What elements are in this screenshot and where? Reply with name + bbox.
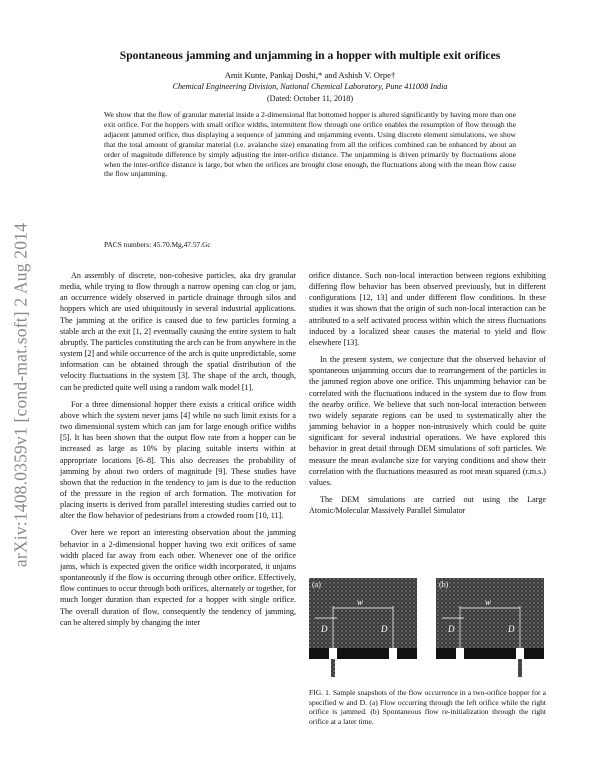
right-column bbox=[309, 270, 546, 522]
figure-panel-a bbox=[309, 578, 417, 677]
paper-title: Spontaneous jamming and unjamming in a hopper with multiple exit orifices bbox=[119, 49, 501, 62]
distance-label: D bbox=[381, 624, 388, 634]
arxiv-stamp-text: arXiv:1408.0359v1 [cond-mat.soft] 2 Aug 2014 bbox=[10, 222, 31, 568]
abstract: We show that the flow of granular material inside a 2-dimensional flat bottomed hopper is altered significantly by having more than one exit orifice. For the hoppers with small orifice widths, intermittent flow through one orifice enables the resumption of flow through the adjacent jammed orifice, thus displaying a sequence of jamming and unjamming events. Using discrete element simulations, we show that the total amount of granular material (i.e. avalanche size) emanating from all the orifices combined can be enhanced by about an order of magnitude difference by simply adjusting the inter-orifice distance. The unjamming is driven primarily by fluctuations alone when the inter-orifice distance is large, but when the orifices are brought close enough, the fluctuations along with the mean flow cause the flow unjamming. bbox=[104, 110, 516, 179]
outflow-stream bbox=[518, 659, 522, 677]
paragraph: orifice distance. Such non-local interaction between regions exhibiting differing flow behavior has been observed previously, but in different configurations [12, 13] and under different flow conditions. In these studies it was shown that the origin of such non-local interaction can be attributed to a self activated process within which the stress fluctuations induced by a localized shear causes the material to yield and flow elsewhere [13]. bbox=[309, 271, 546, 347]
granular-bed bbox=[436, 578, 544, 648]
hopper-base bbox=[309, 648, 417, 659]
date-line: (Dated: October 11, 2018) bbox=[266, 94, 354, 103]
orifice-left bbox=[456, 648, 464, 659]
paragraph: Over here we report an interesting observation about the jamming behavior in a 2-dimensional hopper having two exit orifices of same width placed far away from each other. Whenever one of the orifice jams, which is expected given the orifice width incorporated, it unjams spontaneously if the flow is occurring through other orifice. Effectively, flow continues to occur through both orifices, alternately or together, for much longer duration than expected for a hopper with single orifice. The overall duration of flow, consequently the tendency of jamming, can be altered simply by changing the inter bbox=[60, 528, 296, 627]
author-list: Amit Kunte, Pankaj Doshi,* and Ashish V. Orpe† bbox=[224, 70, 396, 80]
affiliation: Chemical Engineering Division, National Chemical Laboratory, Pune 411008 India bbox=[172, 82, 448, 91]
figure-1 bbox=[309, 578, 546, 682]
orifice-right bbox=[389, 648, 397, 659]
distance-label: D bbox=[508, 624, 515, 634]
distance-label: D bbox=[321, 624, 328, 634]
width-label: w bbox=[485, 597, 492, 607]
panel-label: (b) bbox=[439, 580, 449, 589]
paragraph: In the present system, we conjecture that the observed behavior of spontaneous unjamming occurs due to rearrangement of the particles in the jammed region above one orifice. This unjamming behavior can be correlated with the fluctuations induced in the system due to flow from the nearby orifice. We believe that such non-local interaction between two widely separate regions can be used to systematically alter the jamming behavior in a hopper non-intrusively which could be quite significant for several industrial operations. We have explored this behavior in great detail through DEM simulations of soft particles. We measure the mean avalanche size for varying conditions and show their correlation with the fluctuations measured as root mean squared (r.m.s.) values. bbox=[309, 355, 546, 487]
paragraph: An assembly of discrete, non-cohesive particles, aka dry granular media, while trying to flow through a narrow opening can clog or jam, an occurrence widely observed in particle drainage through silos and hoppers which are used ubiquitously in several industrial applications. The jamming at the orifice is caused due to few particles forming a stable arch at the exit [1, 2] eventually causing the entire system to halt abruptly. The particles constituting the arch can be from anywhere in the system [2] and while occurrence of the arch is quite unpredictable, some information can be obtained through the spatial distribution of the velocity fluctuations in the system [3]. The shape of the arch, though, can be predicted quite well using a random walk model [1]. bbox=[60, 271, 296, 392]
arxiv-stamp bbox=[6, 175, 36, 615]
pacs-numbers: PACS numbers: 45.70.Mg,47.57.Gc bbox=[104, 240, 211, 249]
paragraph: The DEM simulations are carried out using the Large Atomic/Molecular Massively Parallel Simulator bbox=[309, 494, 546, 516]
figure-caption: FIG. 1. Sample snapshots of the flow occurrence in a two-orifice hopper for a specified w and D. (a) Flow occurring through the left orifice while the right orifice is jammed. (b) Spontaneous flow re-initialization through the right orifice at a later time. bbox=[309, 688, 546, 726]
panel-label: (a) bbox=[312, 580, 321, 589]
left-column bbox=[60, 270, 296, 634]
figure-panel-b bbox=[436, 578, 544, 677]
outflow-stream bbox=[331, 659, 335, 677]
paragraph: For a three dimensional hopper there exists a critical orifice width above which the system never jams [4] while no such limit exists for a two dimensional system which can jam for large enough orifice widths [5]. It has been shown that the output flow rate from a hopper can be increased as large as 10% by placing suitable inserts within at appropriate locations [6–8]. This also decreases the probability of jamming by about two orders of magnitude [9]. These studies have shown that the reduction in the tendency to jam is due to the reduction of the pressure in the region of arch formation. The motivation for placing inserts is derived from parallel interesting studies carried out to alter the flow behavior of pedestrians from a crowded room [10, 11]. bbox=[60, 399, 296, 521]
width-label: w bbox=[357, 597, 364, 607]
granular-bed bbox=[309, 578, 417, 648]
hopper-base bbox=[436, 648, 544, 659]
orifice-right bbox=[516, 648, 524, 659]
orifice-left bbox=[329, 648, 337, 659]
distance-label: D bbox=[448, 624, 455, 634]
